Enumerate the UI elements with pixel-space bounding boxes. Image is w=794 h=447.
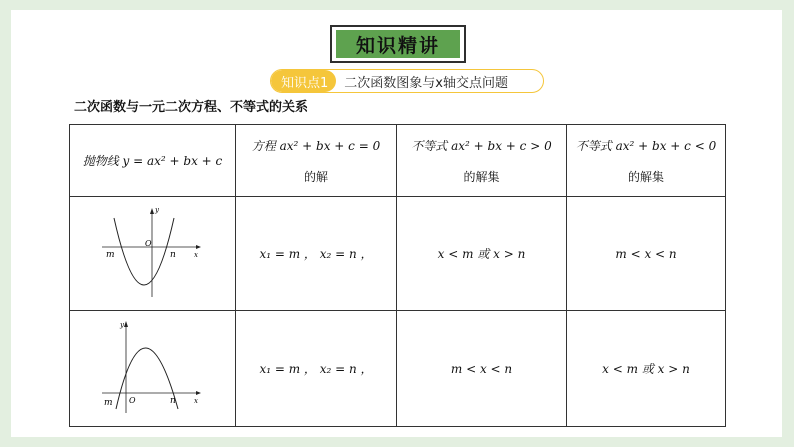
- root-m-label: m: [105, 250, 115, 260]
- graph-upward-cell: [70, 197, 236, 311]
- root-n-label: n: [169, 250, 176, 260]
- gt-solution-cell: m < x < n: [397, 311, 567, 427]
- knowledge-point-pill: [270, 69, 544, 93]
- table-row: [70, 311, 726, 427]
- section-subtitle: 二次函数与一元二次方程、不等式的关系: [74, 100, 309, 115]
- x-axis-label: x: [193, 251, 198, 259]
- y-axis-label: y: [119, 321, 124, 329]
- header-parabola: 抛物线 y = ax² + bx + c: [70, 125, 236, 197]
- relation-table: [69, 124, 726, 427]
- root-m-label: m: [103, 398, 113, 408]
- table-header-row: [70, 125, 726, 197]
- gt-solution-cell: x < m 或 x > n: [397, 197, 567, 311]
- origin-label: O: [144, 239, 152, 248]
- equation-solution-cell: x₁ = m ， x₂ = n ，: [236, 197, 397, 311]
- title-box: [330, 25, 466, 63]
- equation-solution-cell: x₁ = m ， x₂ = n ，: [236, 311, 397, 427]
- knowledge-point-text: 二次函数图象与x轴交点问题: [344, 75, 508, 91]
- lt-solution-cell: m < x < n: [567, 197, 726, 311]
- header-equation: 方程 ax² + bx + c = 0 的解: [236, 125, 397, 197]
- root-n-label: n: [169, 396, 176, 406]
- x-axis-label: x: [193, 397, 198, 405]
- downward-parabola-graph: [98, 317, 208, 417]
- knowledge-point-tag: 知识点1: [271, 70, 336, 92]
- y-axis-label: y: [154, 206, 159, 214]
- lt-solution-cell: x < m 或 x > n: [567, 311, 726, 427]
- table-row: [70, 197, 726, 311]
- header-inequality-gt: 不等式 ax² + bx + c > 0 的解集: [397, 125, 567, 197]
- header-inequality-lt: 不等式 ax² + bx + c < 0 的解集: [567, 125, 726, 197]
- upward-parabola-graph: [98, 202, 208, 302]
- graph-downward-cell: [70, 311, 236, 427]
- origin-label: O: [128, 396, 136, 405]
- page-title: 知识精讲: [336, 30, 460, 58]
